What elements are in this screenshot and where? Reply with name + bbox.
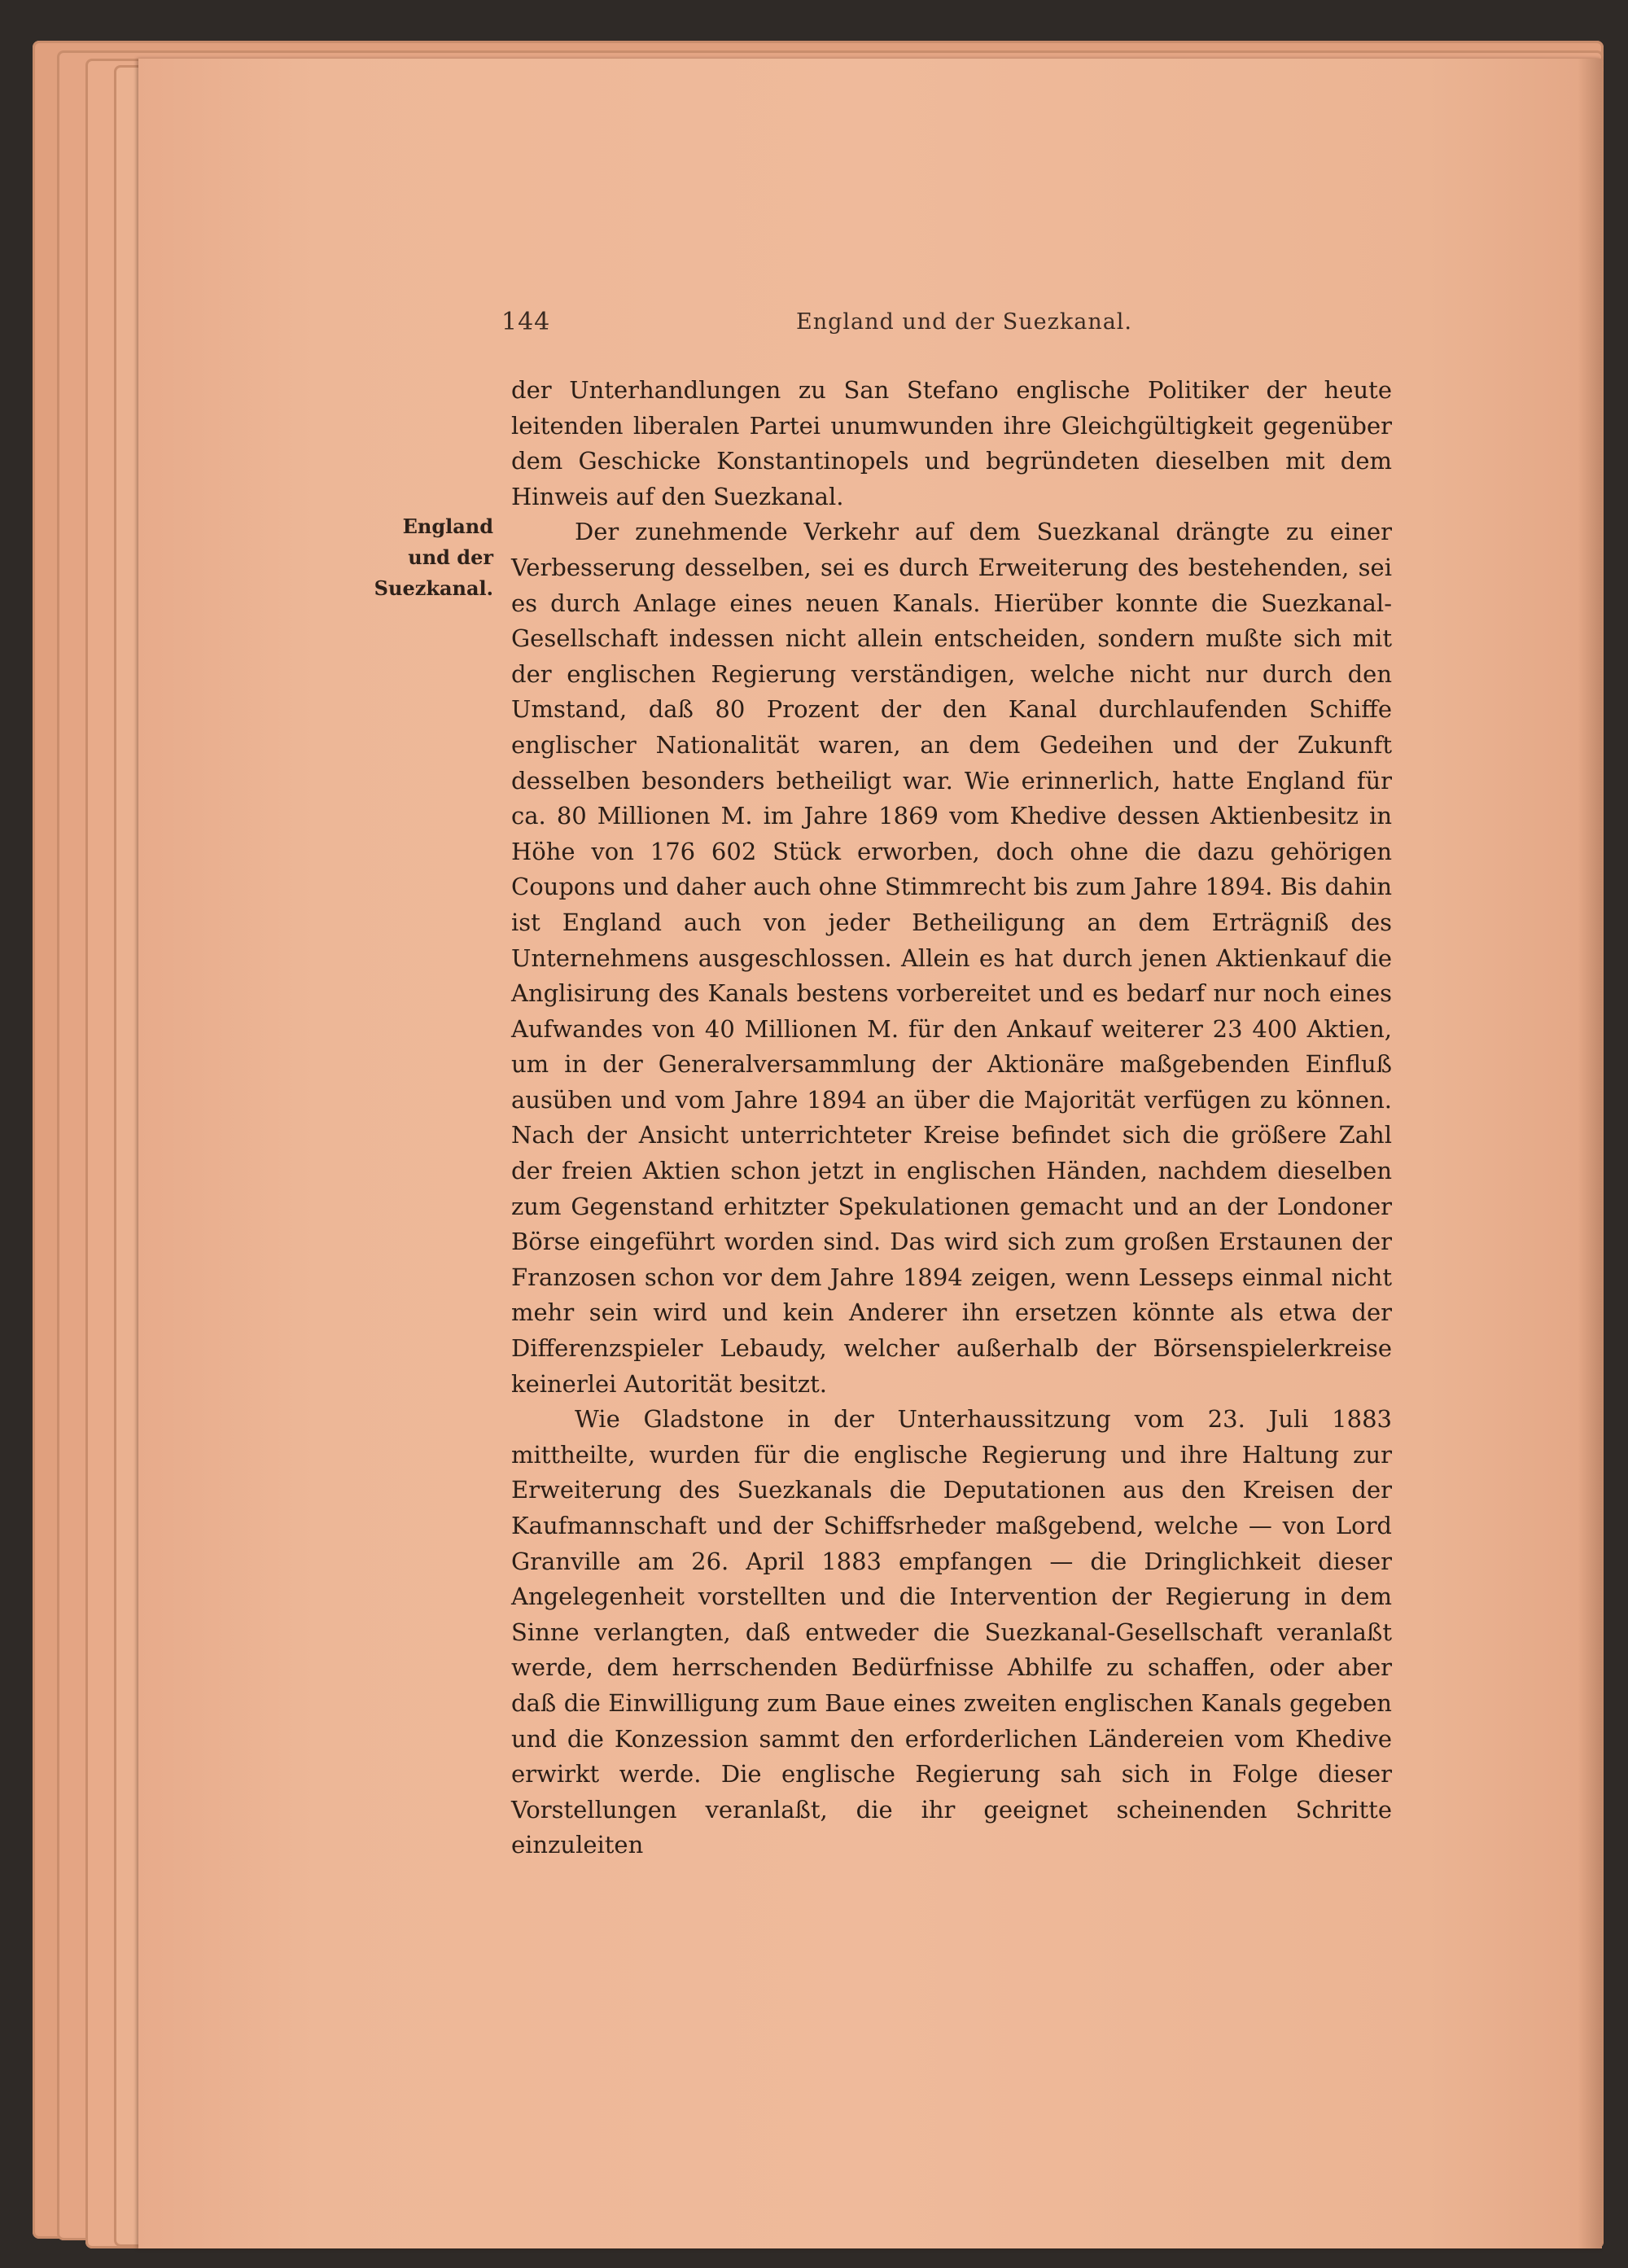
body-text (511, 373, 1392, 1863)
margin-note-line: und der (408, 545, 493, 569)
margin-note-line: England (402, 514, 493, 538)
paragraph-continuation: der Unterhandlungen zu San Stefano englische Politiker der heute leitenden liberalen Partei unumwunden ihre Gleichgültigkeit gegenüber dem Geschicke Konstantinopels und begründeten dieselben mit dem Hinweis auf den Suezkanal. (511, 376, 1392, 510)
margin-note (373, 511, 493, 604)
page-number: 144 (501, 308, 551, 336)
margin-note-line: Suezkanal. (374, 576, 493, 600)
page-header (501, 308, 1395, 348)
paragraph-gladstone: Wie Gladstone in der Unterhaussitzung vom 23. Juli 1883 mittheilte, wurden für die englische Regierung und ihre Haltung zur Erweiterung des Suezkanals die Deputationen aus den Kreisen der Kaufmannschaft und der Schiffsrheder maßgebend, welche — von Lord Granville am 26. April 1883 empfangen — die Dringlichkeit dieser Angelegenheit vorstellten und die Intervention der Regierung in dem Sinne verlangten, daß entweder die Suezkanal-Gesellschaft veranlaßt werde, dem herrschenden Bedürfnisse Abhilfe zu schaffen, oder aber daß die Einwilligung zum Baue eines zweiten englischen Kanals gegeben und die Konzession sammt den erforderlichen Ländereien vom Khedive erwirkt werde. Die englische Regierung sah sich in Folge dieser Vorstellungen veranlaßt, die ihr geeignet scheinenden Schritte einzuleiten (511, 1405, 1392, 1859)
paragraph-suezkanal-traffic: Der zunehmende Verkehr auf dem Suezkanal drängte zu einer Verbesserung desselben, sei es durch Erweiterung des bestehenden, sei es durch Anlage eines neuen Kanals. Hierüber konnte die Suezkanal-Gesellschaft indessen nicht allein entscheiden, sondern mußte sich mit der englischen Regierung verständigen, welche nicht nur durch den Umstand, daß 80 Prozent der den Kanal durchlaufenden Schiffe englischer Nationalität waren, an dem Gedeihen und der Zukunft desselben besonders betheiligt war. Wie erinnerlich, hatte England für ca. 80 Millionen M. im Jahre 1869 vom Khedive dessen Aktienbesitz in Höhe von 176 602 Stück erworben, doch ohne die dazu gehörigen Coupons und daher auch ohne Stimmrecht bis zum Jahre 1894. Bis dahin ist England auch von jeder Betheiligung an dem Erträgniß des Unternehmens ausgeschlossen. Allein es hat durch jenen Aktienkauf die Anglisirung des Kanals bestens vorbereitet und es bedarf nur noch eines Aufwandes von 40 Millionen M. für den Ankauf weiterer 23 400 Aktien, um in der Generalversammlung der Aktionäre maßgebenden Einfluß ausüben und vom Jahre 1894 an über die Majorität verfügen zu können. Nach der Ansicht unterrichteter Kreise befindet sich die größere Zahl der freien Aktien schon jetzt in englischen Händen, nachdem dieselben zum Gegenstand erhitzter Spekulationen gemacht und an der Londoner Börse eingeführt worden sind. Das wird sich zum großen Erstaunen der Franzosen schon vor dem Jahre 1894 zeigen, wenn Lesseps einmal nicht mehr sein wird und kein Anderer ihn ersetzen könnte als etwa der Differenzspieler Lebaudy, welcher außerhalb der Börsenspielerkreise keinerlei Autorität besitzt. (511, 518, 1392, 1398)
running-head: England und der Suezkanal. (796, 309, 1133, 335)
